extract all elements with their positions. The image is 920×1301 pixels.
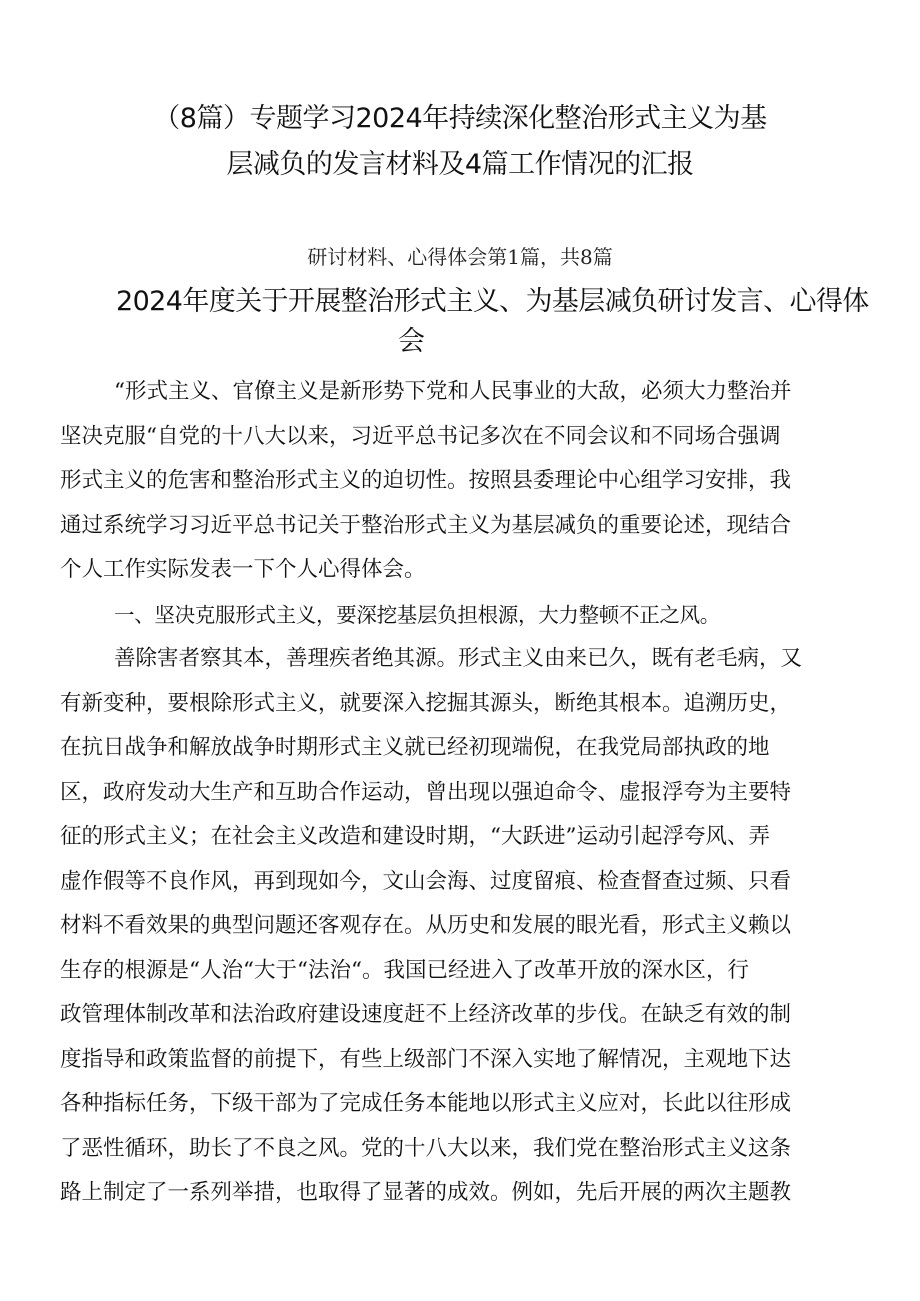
section-heading: 一、坚决克服形式主义，要深挖基层负担根源，大力整顿不正之风。 <box>114 602 720 627</box>
paragraph-line: 有新变种，要根除形式主义，就要深入挖掘其源头，断绝其根本。追溯历史， <box>60 690 792 716</box>
paragraph-line: 坚决克服“自党的十八大以来，习近平总书记多次在不同会议和不同场合强调 <box>60 423 781 449</box>
paragraph-line: 度指导和政策监督的前提下，有些上级部门不深入实地了解情况，主观地下达 <box>60 1046 792 1072</box>
paragraph-line: 了恶性循环，助长了不良之风。党的十八大以来，我们党在整治形式主义这条 <box>60 1135 792 1161</box>
paragraph-line: 区，政府发动大生产和互助合作运动，曾出现以强迫命令、虚报浮夸为主要特 <box>60 779 792 805</box>
paragraph-line: 路上制定了一系列举措，也取得了显著的成效。例如，先后开展的两次主题教 <box>60 1180 792 1205</box>
paragraph-line: “形式主义、官僚主义是新形势下党和人民事业的大敌，必须大力整治并 <box>114 379 792 404</box>
document-title-line: 层减负的发言材料及4篇工作情况的汇报 <box>226 149 694 180</box>
paragraph-line: 各种指标任务，下级干部为了完成任务本能地以形式主义应对，长此以往形成 <box>60 1091 792 1116</box>
paragraph-line: 通过系统学习习近平总书记关于整治形式主义为基层减负的重要论述，现结合 <box>60 512 792 538</box>
paragraph-1 <box>60 370 860 593</box>
paragraph-line: 形式主义的危害和整治形式主义的迫切性。按照县委理论中心组学习安排，我 <box>60 468 792 493</box>
paragraph-line: 善除害者察其本，善理疾者绝其源。形式主义由来已久，既有老毛病，又 <box>114 646 803 671</box>
paragraph-line: 在抗日战争和解放战争时期形式主义就已经初现端倪，在我党局部执政的地 <box>60 735 770 760</box>
document-title-line: （8篇）专题学习2024年持续深化整治形式主义为基 <box>153 103 767 134</box>
paragraph-2 <box>60 637 860 1216</box>
paragraph-line: 征的形式主义；在社会主义改造和建设时期，“大跃进”运动引起浮夸风、弄 <box>60 824 770 849</box>
paragraph-line: 个人工作实际发表一下个人心得体会。 <box>60 557 426 582</box>
collection-caption: 研讨材料、心得体会第1篇，共8篇 <box>307 245 613 269</box>
paragraph-line: 材料不看效果的典型问题还客观存在。从历史和发展的眼光看，形式主义赖以 <box>60 913 792 938</box>
paragraph-line: 虚作假等不良作风，再到现如今，文山会海、过度留痕、检查督查过频、只看 <box>60 868 792 894</box>
document-title <box>120 96 800 188</box>
paragraph-line: 政管理体制改革和法治政府建设速度赶不上经济改革的步伐。在缺乏有效的制 <box>60 1002 792 1027</box>
article-title-line: 2024年度关于开展整治形式主义、为基层减负研讨发言、心得体 <box>116 286 869 317</box>
article-body <box>60 370 860 1216</box>
article-title <box>60 282 920 362</box>
paragraph-line: 生存的根源是“人治“大于“法治“。我国已经进入了改革开放的深水区，行 <box>60 957 749 983</box>
article-title-line: 会 <box>398 326 425 357</box>
